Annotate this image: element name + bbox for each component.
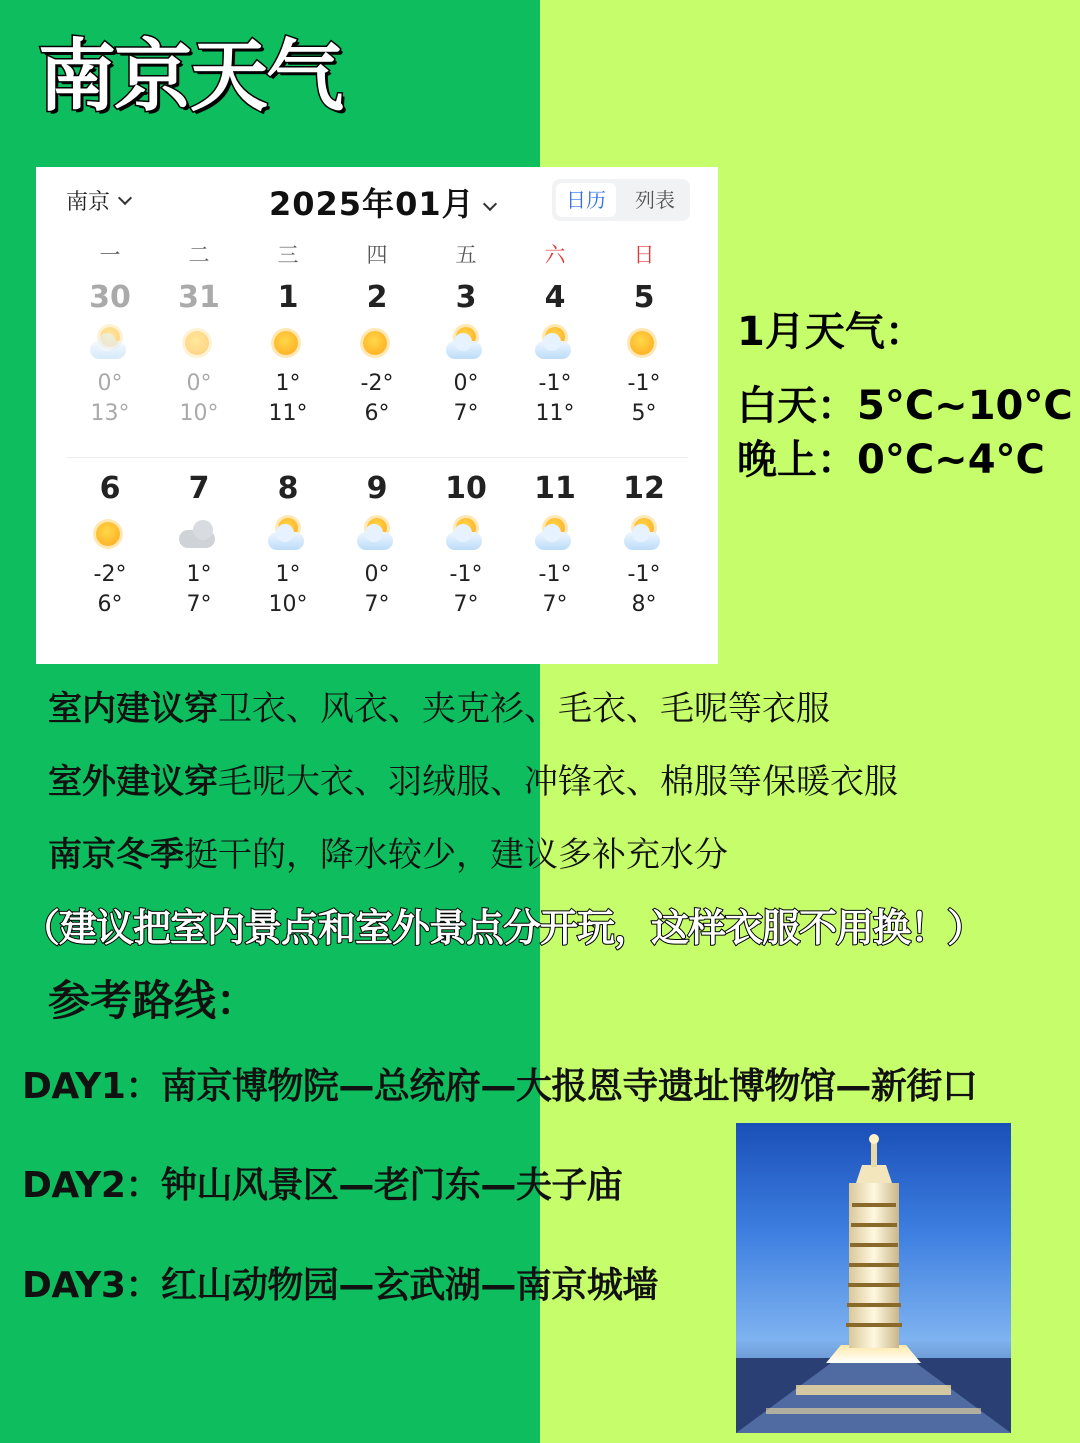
high-temp: 7° [453, 592, 479, 617]
weekday-label: 六 [544, 243, 566, 267]
calendar-day-cell[interactable] [337, 279, 417, 429]
calendar-day-cell[interactable] [337, 470, 417, 620]
low-temp: -1° [538, 562, 572, 587]
partly-cloudy-icon [622, 516, 666, 556]
low-temp: -1° [627, 371, 661, 396]
page-title: 南京天气 [38, 32, 343, 122]
weekday-label: 五 [455, 243, 477, 267]
tip-text: 挺干的，降水较少，建议多补充水分 [184, 835, 728, 875]
calendar-day-cell[interactable] [248, 279, 328, 429]
day-number: 10 [445, 471, 487, 506]
day-number: 7 [188, 471, 210, 506]
day-number: 11 [534, 471, 576, 506]
planning-note: （建议把室内景点和室外景点分开玩，这样衣服不用换！） [22, 906, 985, 950]
low-temp: 0° [186, 371, 212, 396]
high-temp: 7° [542, 592, 568, 617]
cloudy-icon [177, 516, 221, 556]
partly-cloudy-icon [444, 516, 488, 556]
high-temp: 10° [179, 401, 219, 426]
high-temp: 10° [268, 592, 308, 617]
low-temp: 1° [186, 562, 212, 587]
calendar-day-cell[interactable] [70, 470, 150, 620]
sun-icon [88, 516, 132, 556]
view-toggle [552, 179, 690, 221]
calendar-day-cell[interactable] [426, 470, 506, 620]
day-number: 8 [277, 471, 299, 506]
low-temp: 0° [453, 371, 479, 396]
calendar-day-cell[interactable] [159, 470, 239, 620]
day-number: 31 [178, 280, 220, 315]
weekday-label: 三 [277, 243, 299, 267]
tip-emphasis: 室外建议穿 [48, 762, 218, 802]
chevron-down-icon [118, 191, 132, 205]
tip-text: 毛呢大衣、羽绒服、冲锋衣、棉服等保暖衣服 [218, 762, 898, 802]
route-heading: 参考路线： [48, 976, 259, 1025]
low-temp: 1° [275, 371, 301, 396]
weather-calendar-card [36, 167, 718, 664]
tip-emphasis: 南京冬季 [48, 835, 184, 875]
day-number: 5 [633, 280, 655, 315]
tip-text: 卫衣、风衣、夹克衫、毛衣、毛呢等衣服 [218, 689, 830, 729]
high-temp: 7° [453, 401, 479, 426]
high-temp: 6° [97, 592, 123, 617]
high-temp: 5° [631, 401, 657, 426]
sun-icon [622, 325, 666, 365]
day-number: 9 [366, 471, 388, 506]
day-number: 30 [89, 280, 131, 315]
partly-cloudy-icon [444, 325, 488, 365]
route-day-1: DAY1：南京博物院—总统府—大报恩寺遗址博物馆—新街口 [22, 1066, 978, 1107]
day-number: 1 [277, 280, 299, 315]
high-temp: 7° [186, 592, 212, 617]
tab-calendar[interactable]: 日历 [556, 183, 616, 217]
outdoor-clothing-tip [48, 754, 898, 803]
low-temp: -2° [93, 562, 127, 587]
january-weather-heading: 1月天气： [737, 309, 925, 355]
calendar-day-cell[interactable] [426, 279, 506, 429]
sun-icon [266, 325, 310, 365]
month-label: 2025年01月 [269, 185, 475, 223]
partly-cloudy-icon [533, 325, 577, 365]
daytime-temperature: 白天：5°C~10°C [737, 383, 1073, 429]
calendar-day-cell[interactable] [604, 470, 684, 620]
partly-cloudy-icon [88, 325, 132, 365]
calendar-day-cell[interactable] [159, 279, 239, 429]
low-temp: -2° [360, 371, 394, 396]
route-day-2: DAY2：钟山风景区—老门东—夫子庙 [22, 1165, 623, 1206]
city-label: 南京 [66, 190, 111, 215]
low-temp: 1° [275, 562, 301, 587]
day-number: 4 [544, 280, 566, 315]
sun-icon [355, 325, 399, 365]
climate-tip [48, 827, 728, 876]
sun-icon [177, 325, 221, 365]
calendar-day-cell[interactable] [248, 470, 328, 620]
day-number: 3 [455, 280, 477, 315]
high-temp: 6° [364, 401, 390, 426]
partly-cloudy-icon [533, 516, 577, 556]
partly-cloudy-icon [355, 516, 399, 556]
calendar-day-cell[interactable] [604, 279, 684, 429]
partly-cloudy-icon [266, 516, 310, 556]
high-temp: 11° [268, 401, 308, 426]
high-temp: 7° [364, 592, 390, 617]
tab-list[interactable]: 列表 [635, 188, 675, 212]
low-temp: -1° [627, 562, 661, 587]
calendar-day-cell[interactable] [515, 470, 595, 620]
calendar-day-cell[interactable] [515, 279, 595, 429]
weekday-label: 一 [99, 243, 121, 267]
calendar-day-cell[interactable] [70, 279, 150, 429]
month-selector[interactable] [269, 179, 495, 225]
route-day-3: DAY3：红山动物园—玄武湖—南京城墙 [22, 1265, 658, 1306]
weekday-label: 四 [366, 243, 388, 267]
high-temp: 8° [631, 592, 657, 617]
night-temperature: 晚上：0°C~4°C [737, 437, 1045, 483]
high-temp: 13° [90, 401, 130, 426]
high-temp: 11° [535, 401, 575, 426]
low-temp: 0° [364, 562, 390, 587]
day-number: 2 [366, 280, 388, 315]
low-temp: -1° [449, 562, 483, 587]
indoor-clothing-tip [48, 681, 830, 730]
city-selector[interactable] [66, 185, 130, 216]
low-temp: 0° [97, 371, 123, 396]
week-divider [66, 457, 688, 458]
porcelain-tower-photo [736, 1123, 1011, 1433]
day-number: 12 [623, 471, 665, 506]
tip-emphasis: 室内建议穿 [48, 689, 218, 729]
day-number: 6 [99, 471, 121, 506]
weekday-label: 二 [188, 243, 210, 267]
chevron-down-icon [483, 197, 497, 211]
weekday-label: 日 [633, 243, 655, 267]
low-temp: -1° [538, 371, 572, 396]
